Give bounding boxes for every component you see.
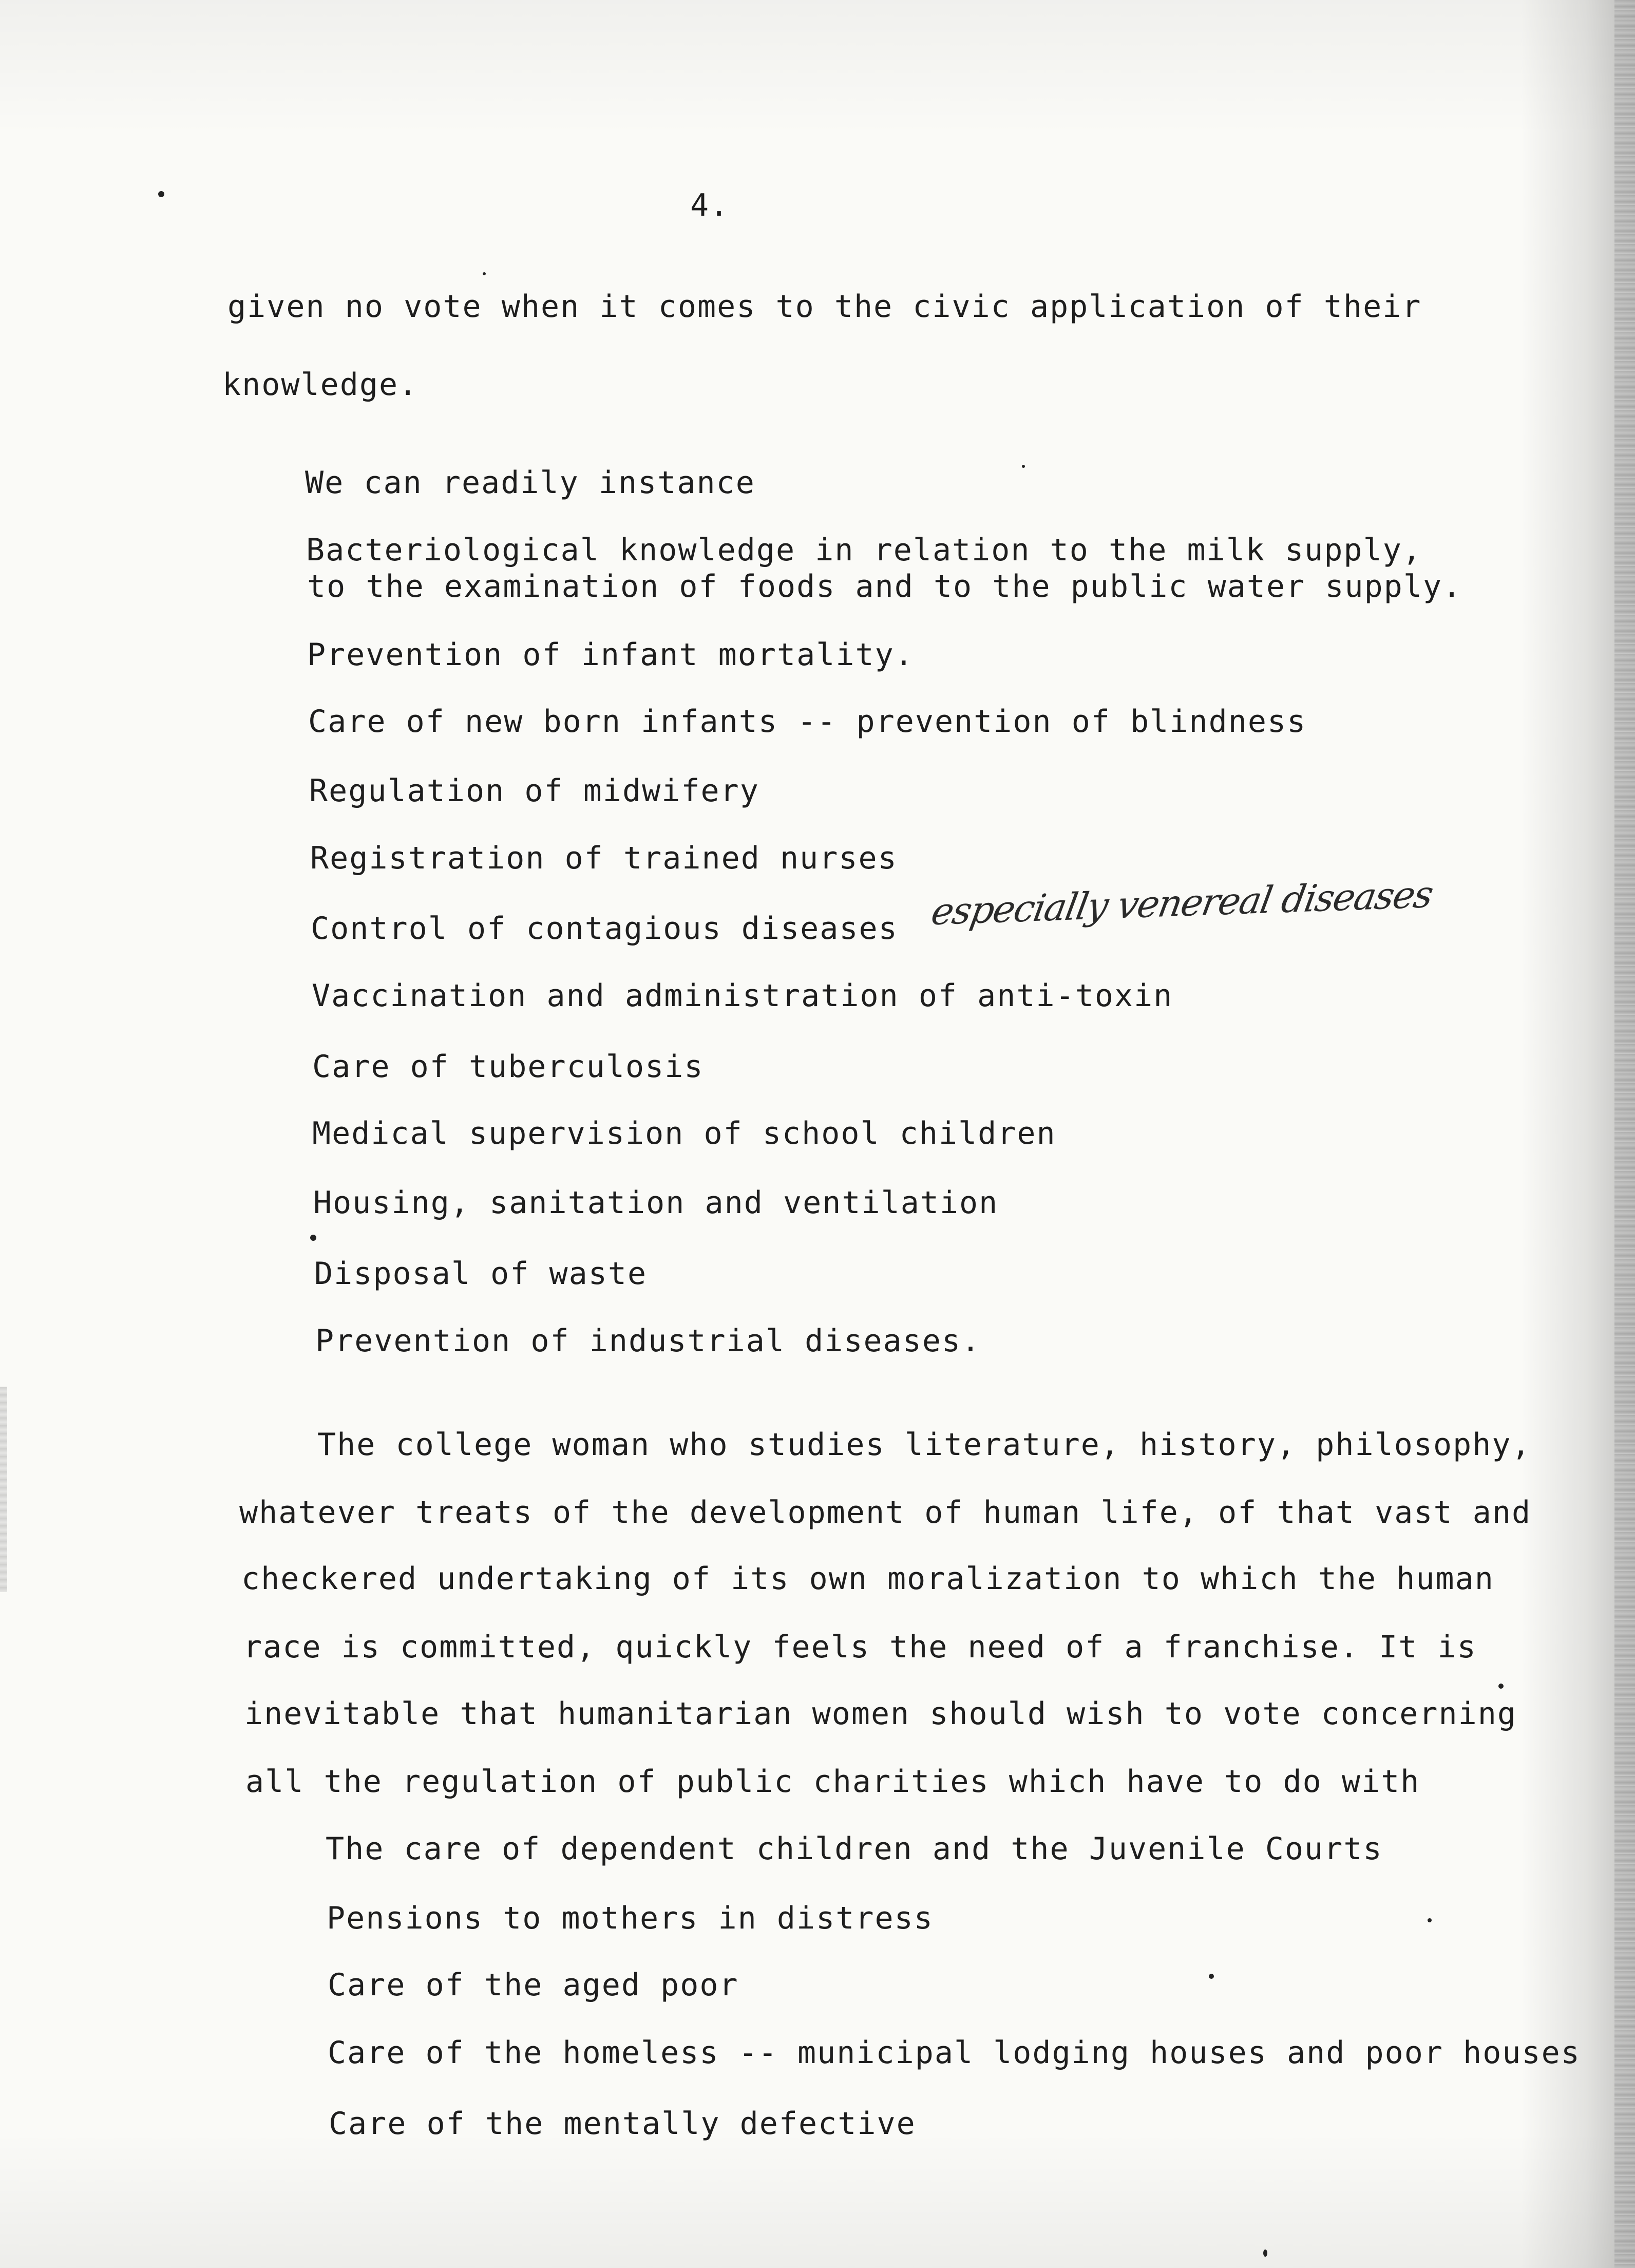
scan-speck — [310, 1235, 316, 1241]
charity-item: Care of the aged poor — [328, 1967, 739, 2003]
charity-item: The care of dependent children and the Juvenile Courts — [326, 1831, 1383, 1867]
health-item: Control of contagious diseases — [311, 911, 898, 947]
scan-speck — [1209, 1974, 1214, 1979]
scan-speck — [1022, 465, 1025, 468]
paragraph-line: whatever treats of the development of human life, of that vast and — [239, 1495, 1532, 1530]
scan-speck — [1428, 1918, 1432, 1922]
scan-edge-mark — [0, 1387, 7, 1592]
page-number: 4. — [690, 187, 730, 223]
paragraph-line: race is committed, quickly feels the need of a franchise. It is — [243, 1629, 1477, 1665]
charity-item: Care of the mentally defective — [329, 2106, 916, 2142]
paragraph-line: all the regulation of public charities which have to do with — [245, 1764, 1420, 1800]
paragraph-line: inevitable that humanitarian women should wish to vote concerning — [244, 1696, 1517, 1732]
intro-line-1: given no vote when it comes to the civic application of their — [227, 289, 1422, 325]
charity-item: Pensions to mothers in distress — [327, 1900, 934, 1936]
health-item: Registration of trained nurses — [310, 840, 898, 876]
scan-speck — [1498, 1684, 1504, 1689]
health-item: Vaccination and administration of anti-toxin — [312, 978, 1173, 1014]
health-item-continuation: to the examination of foods and to the public water supply. — [307, 569, 1462, 604]
health-item: Bacteriological knowledge in relation to the milk supply, — [306, 532, 1422, 568]
health-item: Care of new born infants -- prevention of blindness — [308, 704, 1307, 740]
health-item: Prevention of industrial diseases. — [315, 1323, 981, 1359]
scan-speck — [483, 272, 486, 275]
scan-speck — [158, 191, 164, 197]
scan-speck — [1263, 2250, 1267, 2257]
health-item: Medical supervision of school children — [312, 1116, 1056, 1151]
instance-heading: We can readily instance — [305, 465, 755, 501]
scan-edge-shadow — [1614, 0, 1635, 2268]
health-item: Care of tuberculosis — [312, 1049, 704, 1085]
paragraph-line: checkered undertaking of its own moralization to which the human — [241, 1561, 1494, 1597]
health-item: Disposal of waste — [314, 1256, 648, 1292]
intro-line-2: knowledge. — [222, 367, 419, 403]
paragraph-line: The college woman who studies literature, history, philosophy, — [317, 1427, 1531, 1463]
health-item: Prevention of infant mortality. — [307, 637, 914, 673]
health-item: Housing, sanitation and ventilation — [313, 1185, 999, 1221]
handwritten-annotation: especially venereal diseases — [928, 872, 1436, 934]
charity-item: Care of the homeless -- municipal lodging houses and poor houses — [328, 2035, 1581, 2071]
health-item: Regulation of midwifery — [309, 773, 759, 809]
